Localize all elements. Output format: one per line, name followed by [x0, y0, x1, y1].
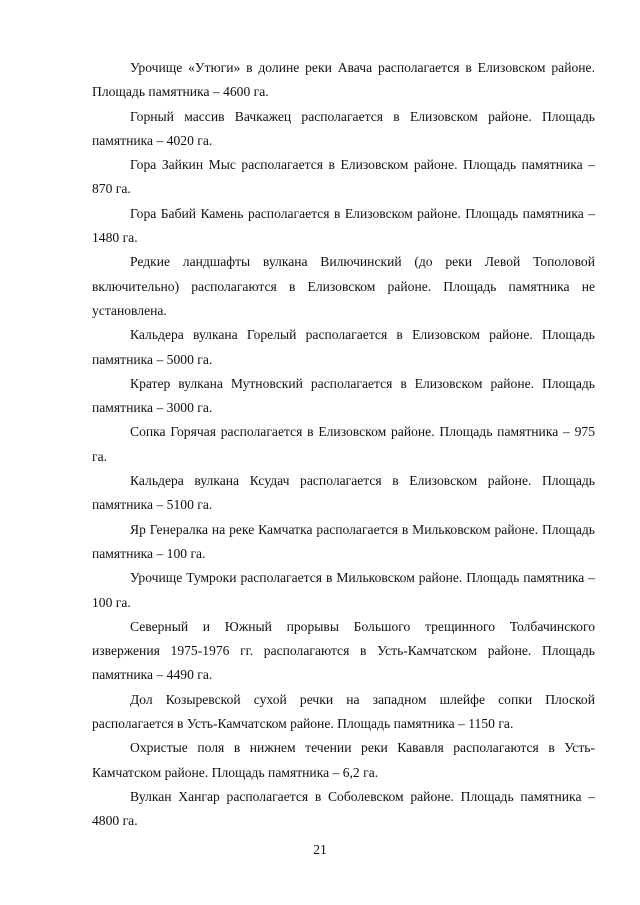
body-text	[92, 56, 595, 834]
paragraph-gorely: Кальдера вулкана Горелый располагается в Елизовском районе. Площадь памятника – 5000 га.	[92, 327, 595, 367]
paragraph-tolbachik: Северный и Южный прорывы Большого трещинного Толбачинского извержения 1975-1976 гг. располагаются в Усть-Камчатском районе. Площадь памятника – 4490 га.	[92, 618, 595, 683]
paragraph-kozyrevsk: Дол Козыревской сухой речки на западном шлейфе сопки Плоской располагается в Усть-Камчатском районе. Площадь памятника – 1150 га.	[92, 691, 595, 732]
paragraph-khangar: Вулкан Хангар располагается в Соболевском районе. Площадь памятника – 4800 га.	[92, 788, 595, 829]
paragraph-generalka: Яр Генералка на реке Камчатка располагается в Мильковском районе. Площадь памятника – 100 га.	[92, 521, 595, 561]
paragraph-ksudach: Кальдера вулкана Ксудач располагается в Елизовском районе. Площадь памятника – 5100 га.	[92, 473, 595, 513]
paragraph-babiy-kamen: Гора Бабий Камень располагается в Елизовском районе. Площадь памятника – 1480 га.	[92, 205, 595, 246]
paragraph-kavavlya: Охристые поля в нижнем течении реки Кававля располагаются в Усть-Камчатском районе. Площадь памятника – 6,2 га.	[92, 740, 595, 780]
paragraph-goryachaya: Сопка Горячая располагается в Елизовском районе. Площадь памятника – 975 га.	[92, 424, 595, 464]
paragraph-tumroki: Урочище Тумроки располагается в Мильковском районе. Площадь памятника – 100 га.	[92, 570, 595, 610]
paragraph-mutnovsky: Кратер вулкана Мутновский располагается в Елизовском районе. Площадь памятника – 3000 га.	[92, 375, 595, 416]
paragraph-zaykin-mys: Гора Зайкин Мыс располагается в Елизовском районе. Площадь памятника – 870 га.	[92, 157, 595, 197]
paragraph-utyugi: Урочище «Утюги» в долине реки Авача располагается в Елизовском районе. Площадь памятника – 4600 га.	[92, 60, 595, 100]
page-number: 21	[313, 842, 327, 857]
paragraph-vilyuchinsky: Редкие ландшафты вулкана Вилючинский (до реки Левой Тополовой включительно) располагаются в Елизовском районе. Площадь памятника не установлена.	[92, 254, 595, 318]
paragraph-vachkazhets: Горный массив Вачкажец располагается в Елизовском районе. Площадь памятника – 4020 га.	[92, 108, 595, 148]
